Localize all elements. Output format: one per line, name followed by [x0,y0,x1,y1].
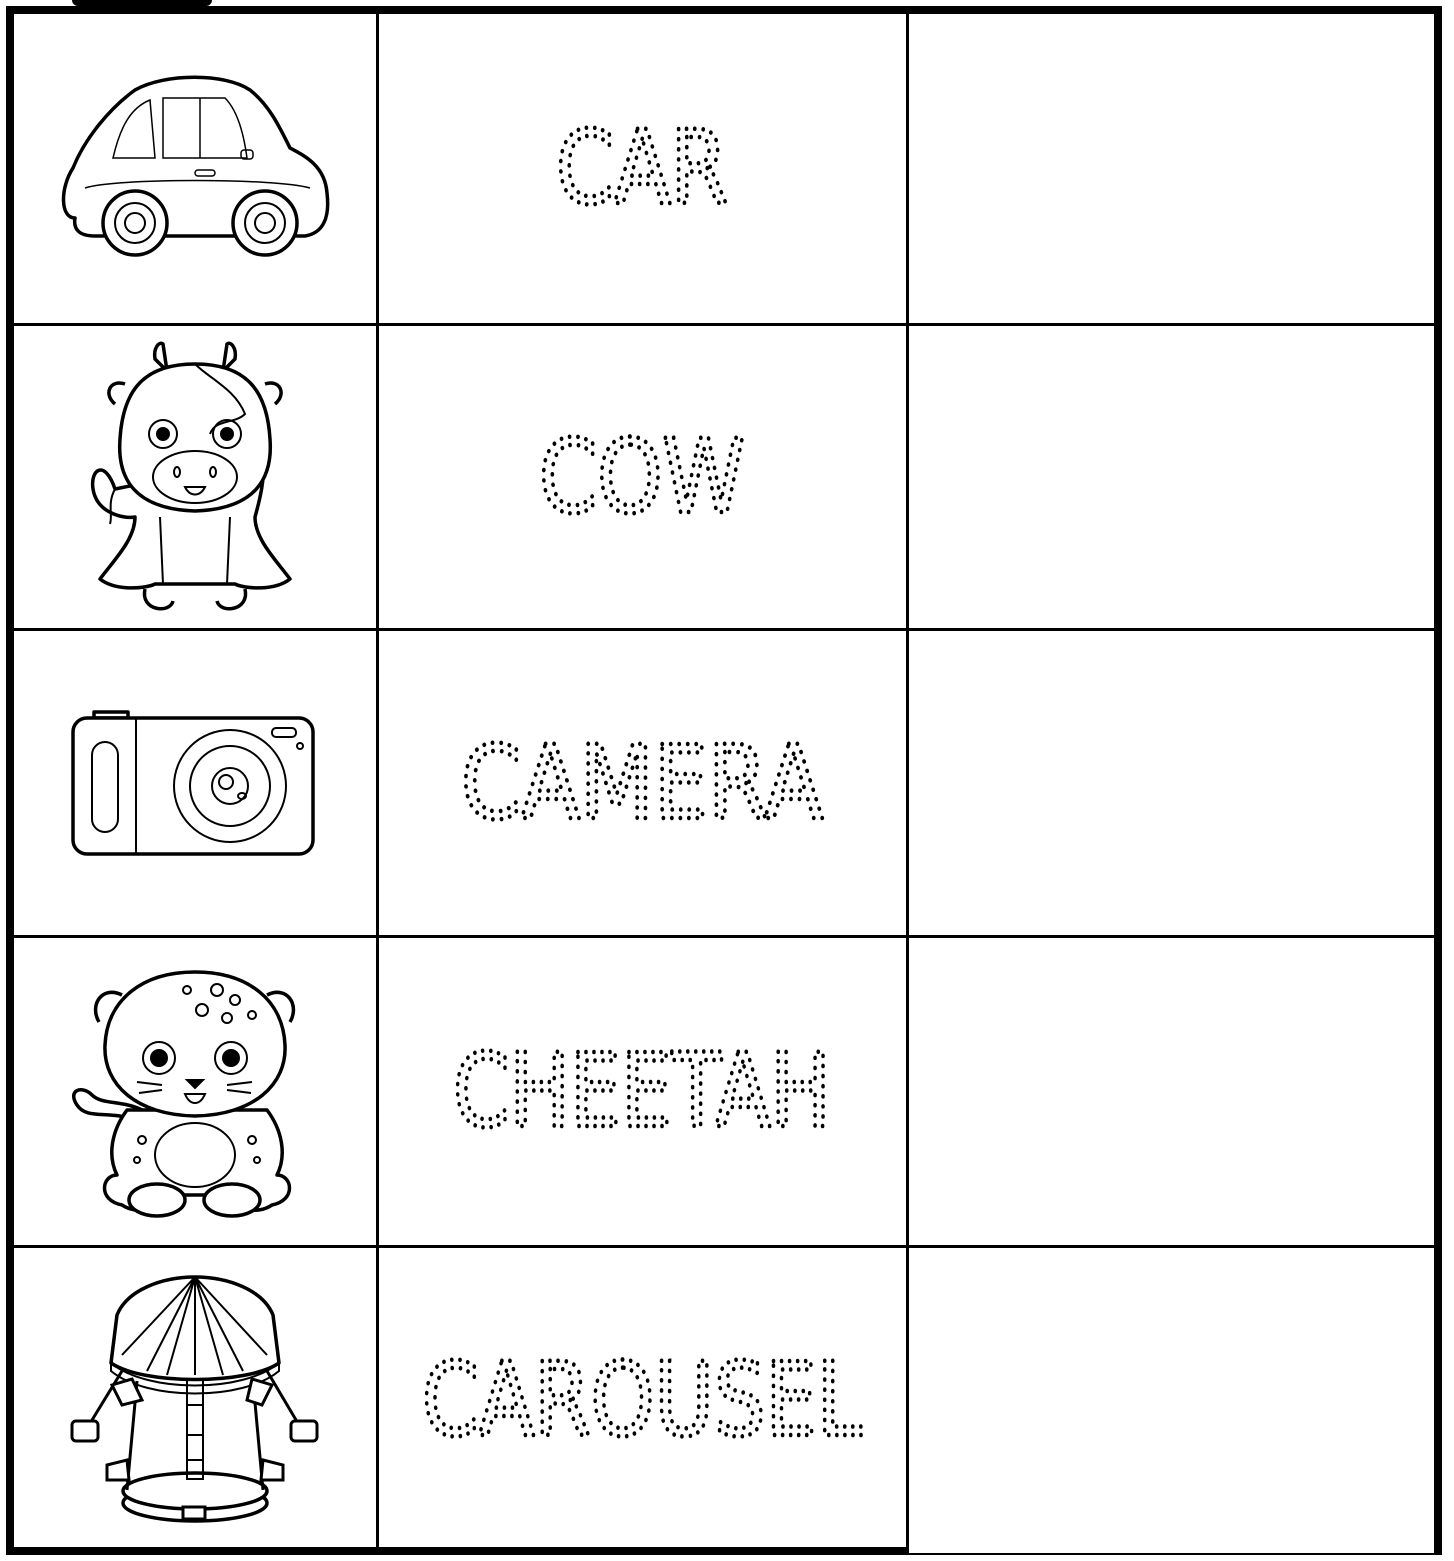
tracing-word [392,723,892,843]
tracing-word-text: CAMERA [461,723,823,843]
table-row [14,1246,1434,1553]
tracing-word-cell [377,1246,907,1553]
table-row [14,936,1434,1246]
tracing-word [392,1341,892,1461]
tracing-word [392,417,892,537]
picture-cell [14,936,377,1246]
tracing-word [392,109,892,229]
camera-icon [70,708,320,858]
tracing-word-cell [377,14,907,324]
cow-icon [85,339,305,614]
tracing-word-cell [377,629,907,936]
tracing-word-text: CAROUSEL [422,1341,863,1461]
writing-cell[interactable] [907,324,1434,629]
tracing-word-text: COW [539,417,745,537]
tracing-word-text: CHEETAH [453,1032,831,1151]
tracing-word [392,1032,892,1151]
car-icon [55,68,335,268]
writing-cell[interactable] [907,629,1434,936]
writing-cell[interactable] [907,1246,1434,1553]
carousel-icon [67,1275,322,1525]
worksheet-frame [6,6,1442,1555]
writing-cell[interactable] [907,14,1434,324]
table-row [14,14,1434,324]
tracing-word-cell [377,324,907,629]
picture-cell [14,324,377,629]
picture-cell [14,14,377,324]
tracing-table [14,14,1434,1553]
table-row [14,629,1434,936]
writing-cell[interactable] [907,936,1434,1246]
picture-cell [14,629,377,936]
tracing-word-text: CAR [556,109,728,229]
tracing-word-cell [377,936,907,1246]
cheetah-icon [67,960,322,1222]
picture-cell [14,1246,377,1553]
table-row [14,324,1434,629]
